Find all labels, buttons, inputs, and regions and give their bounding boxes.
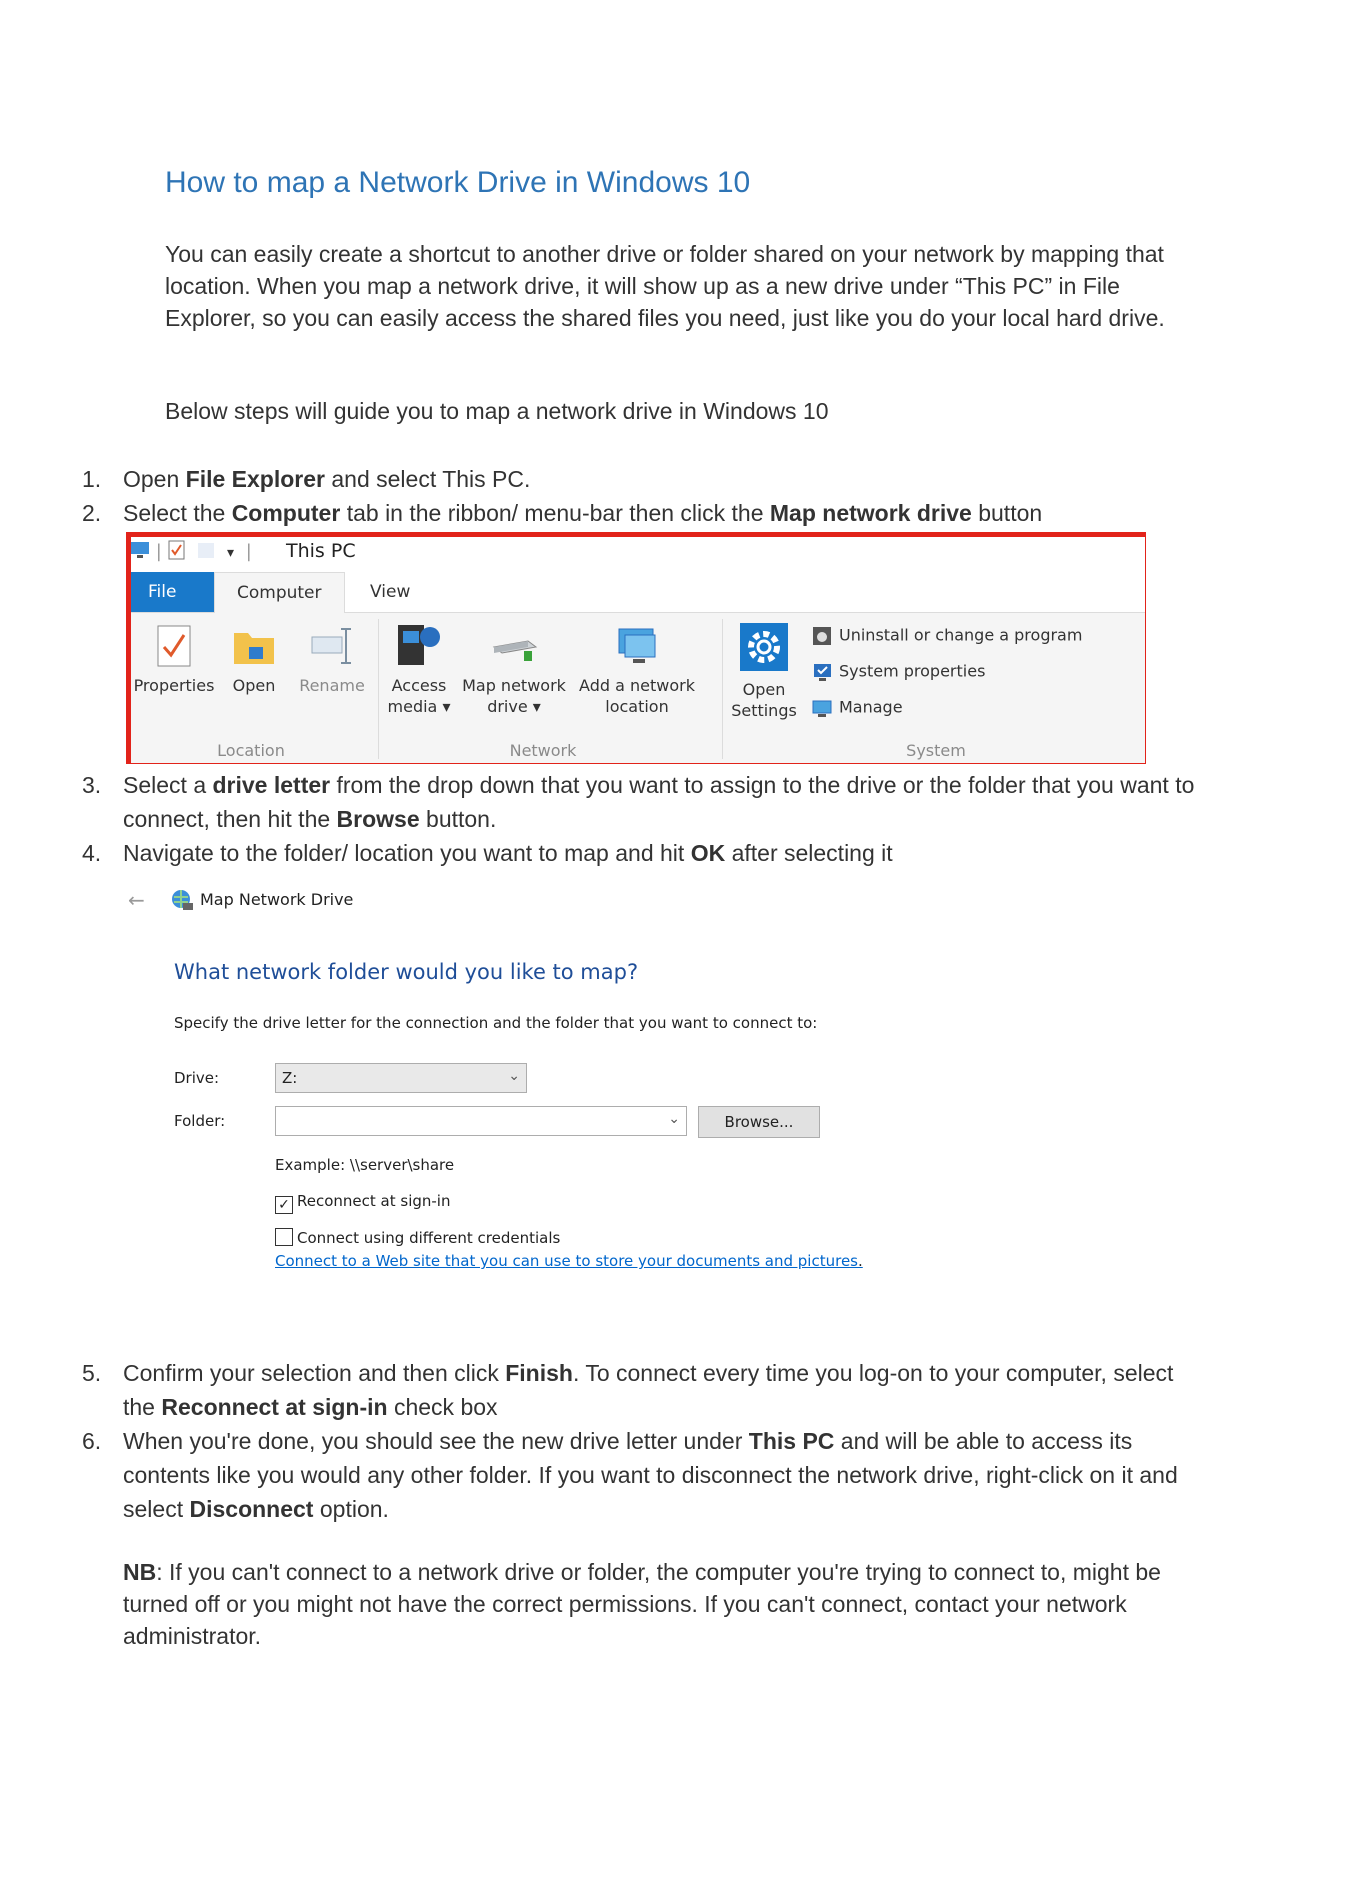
drive-label: Drive:: [174, 1069, 220, 1087]
network-globe-icon: [170, 888, 194, 912]
bold-term: Browse: [336, 806, 420, 832]
chevron-down-icon: ⌄: [668, 1111, 680, 1127]
uninstall-program-button[interactable]: Uninstall or change a program: [811, 625, 1082, 647]
open-button[interactable]: Open: [222, 623, 286, 696]
group-label-location: Location: [217, 741, 285, 760]
bold-term: Disconnect: [189, 1496, 314, 1522]
step-number: 3.: [82, 772, 102, 798]
step-4: 4. Navigate to the folder/ location you want to map and hit OK after selecting it: [82, 836, 1202, 870]
step-3: 3. Select a drive letter from the drop down that you want to assign to the drive or the folder that you want to connect, then hit the Browse button.: [82, 768, 1202, 836]
tab-computer[interactable]: Computer: [214, 572, 345, 613]
properties-button[interactable]: Properties: [132, 623, 216, 696]
bold-term: File Explorer: [185, 466, 325, 492]
nb-note: [82, 1556, 1202, 1652]
intro-steps-line: Below steps will guide you to map a network drive in Windows 10: [165, 398, 829, 424]
window-title: This PC: [286, 540, 356, 562]
group-label-system: System: [906, 741, 966, 760]
checkbox-unchecked-icon[interactable]: [275, 1228, 293, 1246]
group-label-network: Network: [509, 741, 577, 760]
folder-example: Example: \\server\share: [275, 1156, 455, 1174]
bold-term: This PC: [748, 1428, 835, 1454]
qat-dropdown-icon[interactable]: ▾: [227, 545, 235, 561]
step-number: 2.: [82, 500, 102, 526]
step-6: 6. When you're done, you should see the new drive letter under This PC and will be able to access its contents like you would any other folder. If you want to disconnect the network drive, right-click on it and select Disconnect option.: [82, 1424, 1202, 1526]
bold-term: Reconnect at sign-in: [161, 1394, 388, 1420]
step-number: 6.: [82, 1428, 102, 1454]
chevron-down-icon: ⌄: [508, 1068, 520, 1084]
system-properties-button[interactable]: System properties: [811, 661, 985, 683]
drive-letter-value: Z:: [282, 1069, 298, 1087]
step-number: 4.: [82, 840, 102, 866]
browse-button[interactable]: Browse...: [698, 1106, 820, 1138]
step-5: 5. Confirm your selection and then click Finish. To connect every time you log-on to your computer, select the Reconnect at sign-in check box: [82, 1356, 1202, 1424]
bold-term: Map network drive: [769, 500, 972, 526]
dialog-heading: What network folder would you like to map?: [174, 960, 639, 984]
folder-combo[interactable]: [275, 1106, 687, 1136]
intro-paragraph: You can easily create a shortcut to another drive or folder shared on your network by mapping that location. When you map a network drive, it will show up as a new drive under “This PC” in File Explorer, so you can easily access the shared files you need, just like you do your local hard drive.: [165, 241, 1165, 331]
step-number: 1.: [82, 466, 102, 492]
map-network-drive-dialog: [126, 880, 886, 1280]
nb-text: : If you can't connect to a network drive or folder, the computer you're trying to connect to, might be turned off or you might not have the correct permissions. If you can't connect, contact your network administrator.: [123, 1559, 1161, 1649]
rename-button[interactable]: Rename: [292, 623, 372, 696]
nb-label: NB: [123, 1559, 157, 1585]
dialog-title: Map Network Drive: [200, 890, 354, 909]
step-1: 1. Open File Explorer and select This PC.: [82, 462, 1202, 496]
reconnect-checkbox[interactable]: [275, 1192, 450, 1214]
step-2: 2. Select the Computer tab in the ribbon/ menu-bar then click the Map network drive button: [82, 496, 1202, 530]
folder-label: Folder:: [174, 1112, 226, 1130]
bold-term: OK: [690, 840, 726, 866]
tab-view[interactable]: View: [370, 582, 411, 602]
manage-button[interactable]: Manage: [811, 697, 903, 719]
quick-access-toolbar: | ▾ |: [130, 540, 252, 562]
tab-file[interactable]: File: [126, 572, 214, 612]
bold-term: drive letter: [212, 772, 331, 798]
step-number: 5.: [82, 1360, 102, 1386]
dialog-instruction: Specify the drive letter for the connection and the folder that you want to connect to:: [174, 1014, 818, 1032]
checkbox-checked-icon[interactable]: ✓: [275, 1196, 293, 1214]
page-title: How to map a Network Drive in Windows 10: [165, 166, 751, 199]
web-site-link[interactable]: Connect to a Web site that you can use to store your documents and pictures.: [275, 1252, 863, 1270]
reconnect-label: Reconnect at sign-in: [297, 1192, 451, 1210]
drive-letter-select[interactable]: [275, 1063, 527, 1093]
bold-term: Computer: [231, 500, 341, 526]
access-media-button[interactable]: Access media ▾: [386, 623, 452, 717]
back-arrow-icon[interactable]: ←: [128, 888, 145, 912]
different-credentials-checkbox[interactable]: [275, 1228, 560, 1247]
open-settings-button[interactable]: Open Settings: [726, 623, 802, 721]
highlight-frame: [126, 532, 1146, 764]
add-network-location-button[interactable]: Add a network location: [574, 623, 700, 717]
ribbon-screenshot: [126, 532, 1146, 764]
map-network-drive-button[interactable]: Map network drive ▾: [456, 623, 572, 717]
credentials-label: Connect using different credentials: [297, 1229, 561, 1247]
bold-term: Finish: [505, 1360, 573, 1386]
